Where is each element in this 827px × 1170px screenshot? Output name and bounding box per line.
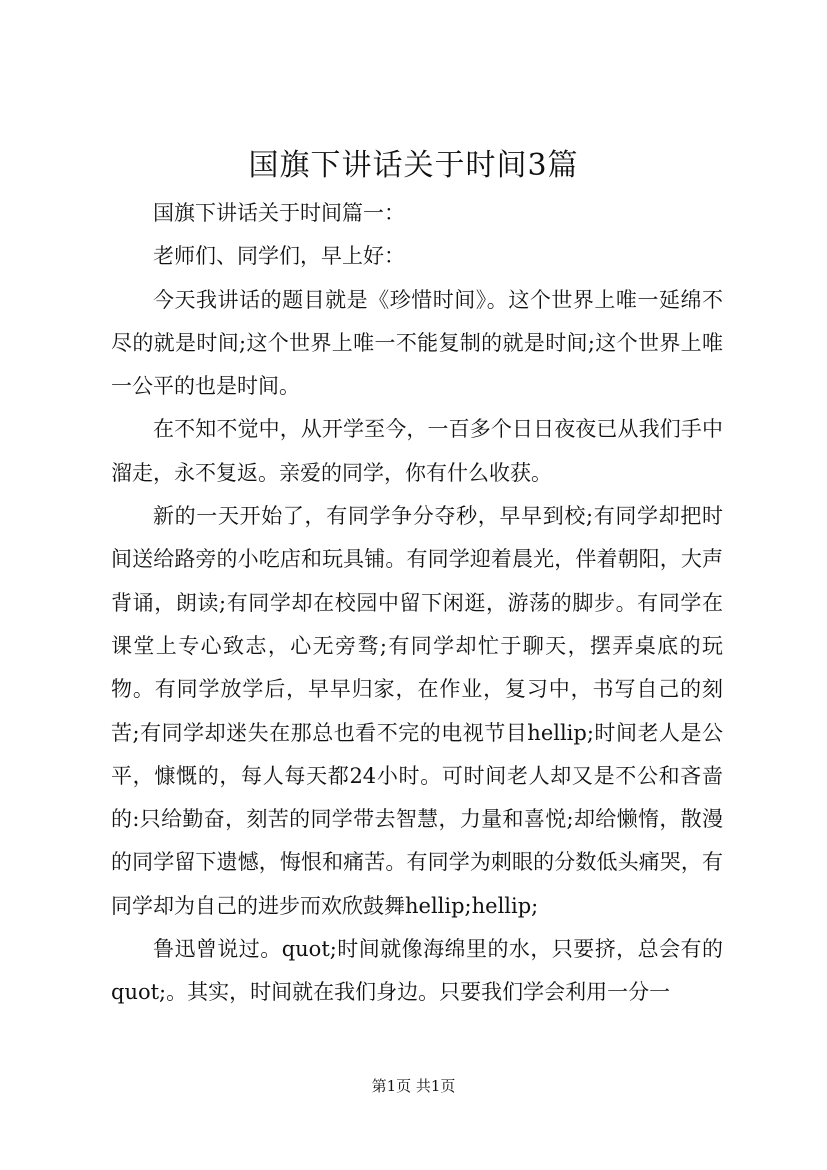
- paragraph-heading: 国旗下讲话关于时间篇一：: [153, 201, 405, 225]
- paragraph: 在不知不觉中，从开学至今，一百多个日日夜夜已从我们手中溜走，永不复返。亲爱的同学，你有什么收获。: [111, 417, 723, 485]
- paragraph: 今天我讲话的题目就是《珍惜时间》。这个世界上唯一延绵不尽的就是时间;这个世界上唯一不能复制的就是时间;这个世界上唯一公平的也是时间。: [111, 287, 723, 399]
- paragraph-greeting: 老师们、同学们，早上好：: [153, 244, 405, 269]
- document-body: [111, 192, 723, 1015]
- paragraph: 新的一天开始了，有同学争分夺秒，早早到校;有同学却把时间送给路旁的小吃店和玩具铺。有同学迎着晨光，伴着朝阳，大声背诵，朗读;有同学却在校园中留下闲逛，游荡的脚步。有同学在课堂上专心致志，心无旁骛;有同学却忙于聊天，摆弄桌底的玩物。有同学放学后，早早归家，在作业，复习中，书写自己的刻苦;有同学却迷失在那总也看不完的电视节目hellip;时间老人是公平，慷慨的，每人每天都24小时。可时间老人却又是不公和吝啬的:只给勤奋，刻苦的同学带去智慧，力量和喜悦;却给懒惰，散漫的同学留下遗憾，悔恨和痛苦。有同学为刺眼的分数低头痛哭，有同学却为自己的进步而欢欣鼓舞hellip;hellip;: [111, 504, 723, 918]
- paragraph: 鲁迅曾说过。quot;时间就像海绵里的水，只要挤，总会有的quot;。其实，时间就在我们身边。只要我们学会利用一分一: [111, 937, 723, 1005]
- document-title: 国旗下讲话关于时间3篇: [248, 148, 579, 183]
- page-footer: 第1页 共1页: [371, 1077, 456, 1095]
